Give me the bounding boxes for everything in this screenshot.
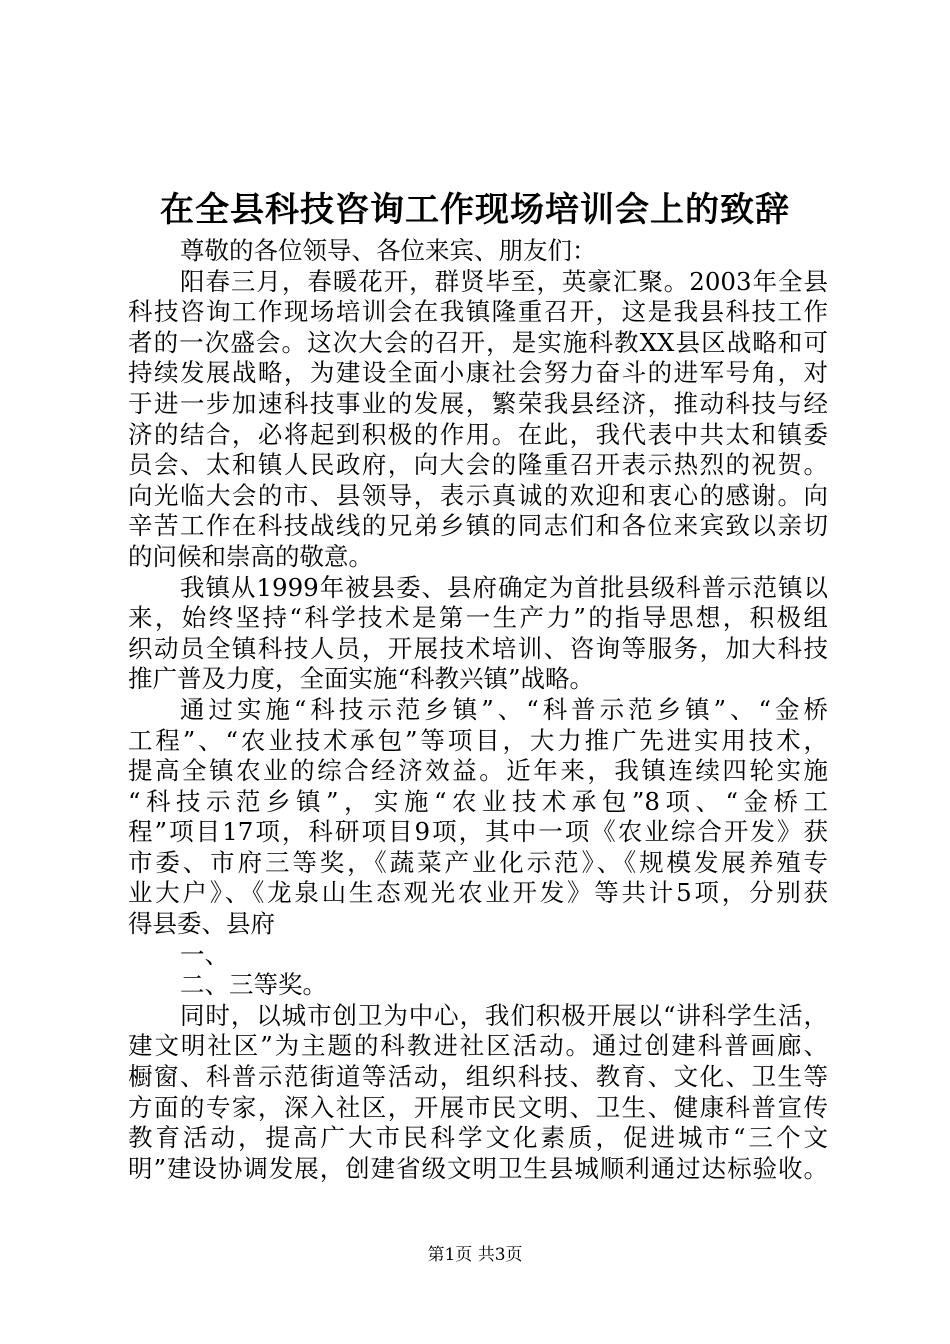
paragraph-line: 阳春三月，春暖花开，群贤毕至，英豪汇聚。2003年全县 (180, 266, 828, 296)
paragraph-line: 橱窗、科普示范街道等活动，组织科技、教育、文化、卫生等 (128, 1062, 828, 1092)
document-body (128, 236, 828, 1184)
paragraph-line: 我镇从1999年被县委、县府确定为首批县级科普示范镇以 (180, 572, 828, 602)
paragraph-line: 科技咨询工作现场培训会在我镇隆重召开，这是我县科技工作 (128, 297, 828, 327)
paragraph-line: 辛苦工作在科技战线的兄弟乡镇的同志们和各位来宾致以亲切 (128, 511, 828, 541)
paragraph-line: 明”建设协调发展，创建省级文明卫生县城顺利通过达标验收。 (128, 1153, 828, 1183)
document-title: 在全县科技咨询工作现场培训会上的致辞 (160, 190, 790, 230)
salutation-line: 尊敬的各位领导、各位来宾、朋友们： (180, 236, 597, 265)
paragraph-line: 持续发展战略，为建设全面小康社会努力奋斗的进军号角，对 (128, 358, 828, 388)
paragraph-line: 济的结合，必将起到积极的作用。在此，我代表中共太和镇委 (128, 419, 828, 449)
paragraph-line: 二、三等奖。 (180, 970, 327, 1000)
page-number: 第1页 共3页 (427, 1245, 523, 1265)
paragraph-line: 者的一次盛会。这次大会的召开，是实施科教XX县区战略和可 (128, 327, 828, 357)
paragraph-line: 方面的专家，深入社区，开展市民文明、卫生、健康科普宣传 (128, 1092, 828, 1122)
paragraph-line: 同时，以城市创卫为中心，我们积极开展以“讲科学生活， (180, 1000, 828, 1030)
paragraph-line: 一、 (180, 939, 229, 969)
paragraph-line: 于进一步加速科技事业的发展，繁荣我县经济，推动科技与经 (128, 388, 828, 418)
paragraph-line: “科技示范乡镇”，实施“农业技术承包”8项、“金桥工 (128, 786, 828, 816)
paragraph-line: 程”项目17项，科研项目9项，其中一项《农业综合开发》获 (128, 817, 828, 847)
paragraph-line: 提高全镇农业的综合经济效益。近年来，我镇连续四轮实施 (128, 756, 828, 786)
paragraph-line: 向光临大会的市、县领导，表示真诚的欢迎和衷心的感谢。向 (128, 480, 828, 510)
paragraph-line: 通过实施“科技示范乡镇”、“科普示范乡镇”、“金桥 (180, 694, 828, 724)
paragraph-line: 教育活动，提高广大市民科学文化素质，促进城市“三个文 (128, 1123, 828, 1153)
paragraph-line: 的问候和崇高的敬意。 (128, 541, 373, 571)
paragraph-line: 织动员全镇科技人员，开展技术培训、咨询等服务，加大科技 (128, 633, 828, 663)
paragraph-line: 员会、太和镇人民政府，向大会的隆重召开表示热烈的祝贺。 (128, 450, 828, 480)
paragraph-line: 建文明社区”为主题的科教进社区活动。通过创建科普画廊、 (128, 1031, 828, 1061)
paragraph-line: 推广普及力度，全面实施“科教兴镇”战略。 (128, 664, 595, 694)
paragraph-line: 业大户》、《龙泉山生态观光农业开发》等共计5项，分别获 (128, 878, 828, 908)
paragraph-line: 工程”、“农业技术承包”等项目，大力推广先进实用技术， (128, 725, 828, 755)
paragraph-line: 市委、市府三等奖，《蔬菜产业化示范》、《规模发展养殖专 (128, 847, 828, 877)
paragraph-line: 来，始终坚持“科学技术是第一生产力”的指导思想，积极组 (128, 603, 828, 633)
paragraph-line: 得县委、县府 (128, 909, 275, 939)
